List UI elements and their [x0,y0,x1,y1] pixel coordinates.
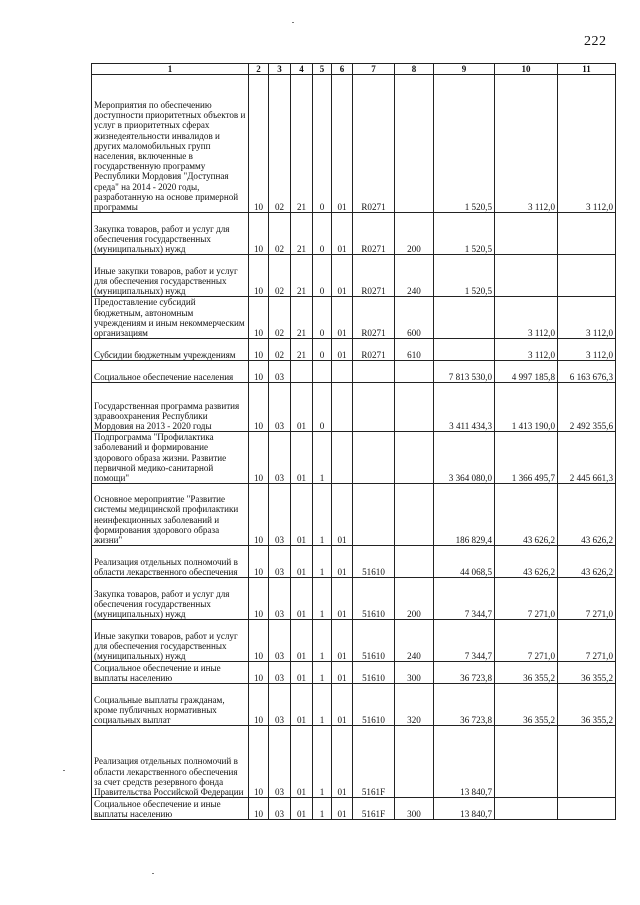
subsection-code-cell: 02 [269,213,291,255]
row-name-cell: Социальное обеспечение и иные выплаты населению [92,798,249,820]
expense-type-code-cell [395,546,434,578]
activity-code-cell: 01 [332,213,353,255]
expense-type-code-cell: 600 [395,297,434,339]
subsection-code-cell: 03 [269,578,291,620]
activity-code-cell [332,361,353,383]
section-code-cell: 10 [249,620,269,662]
target-item-code-cell: R0271 [353,75,395,213]
amount-col-9-cell: 1 520,5 [434,75,495,213]
amount-col-10-cell [495,798,558,820]
subsection-code-cell: 02 [269,339,291,361]
column-header: 6 [332,64,353,75]
target-item-code-cell: R0271 [353,339,395,361]
subprogram-code-cell: 1 [313,620,332,662]
amount-col-9-cell: 44 068,5 [434,546,495,578]
row-name-cell: Субсидии бюджетным учреждениям [92,339,249,361]
amount-col-9-cell: 3 411 434,3 [434,383,495,432]
target-item-code-cell: 51610 [353,546,395,578]
activity-code-cell: 01 [332,339,353,361]
amount-col-9-cell [434,339,495,361]
amount-col-11-cell: 7 271,0 [558,578,616,620]
amount-col-11-cell: 36 355,2 [558,684,616,726]
column-header: 10 [495,64,558,75]
amount-col-11-cell: 43 626,2 [558,546,616,578]
column-number-row [92,64,616,75]
expense-type-code-cell: 240 [395,255,434,297]
amount-col-10-cell: 36 355,2 [495,662,558,684]
activity-code-cell: 01 [332,620,353,662]
subprogram-code-cell: 1 [313,546,332,578]
subprogram-code-cell: 0 [313,383,332,432]
row-name-cell: Подпрограмма "Профилактика заболеваний и формирование здорового образа жизни. Развитие первичной медико-санитарной помощи" [92,432,249,484]
target-item-code-cell [353,383,395,432]
activity-code-cell: 01 [332,546,353,578]
activity-code-cell: 01 [332,75,353,213]
subprogram-code-cell: 1 [313,662,332,684]
amount-col-10-cell [495,726,558,798]
amount-col-11-cell [558,726,616,798]
expense-type-code-cell: 200 [395,213,434,255]
amount-col-9-cell [434,297,495,339]
column-header: 3 [269,64,291,75]
target-item-code-cell: R0271 [353,297,395,339]
target-item-code-cell [353,484,395,546]
column-header: 11 [558,64,616,75]
activity-code-cell: 01 [332,297,353,339]
program-code-cell: 01 [291,798,313,820]
program-code-cell: 01 [291,662,313,684]
table-row [92,662,616,684]
amount-col-10-cell: 36 355,2 [495,684,558,726]
table-row [92,484,616,546]
program-code-cell: 01 [291,620,313,662]
table-row [92,213,616,255]
target-item-code-cell: R0271 [353,255,395,297]
program-code-cell: 21 [291,213,313,255]
subsection-code-cell: 02 [269,255,291,297]
amount-col-9-cell: 36 723,8 [434,684,495,726]
expense-type-code-cell [395,484,434,546]
activity-code-cell [332,383,353,432]
table-row [92,361,616,383]
table-row [92,620,616,662]
row-name-cell: Предоставление субсидий бюджетным, автономным учреждениям и иным некоммерческим организациям [92,297,249,339]
program-code-cell: 01 [291,484,313,546]
target-item-code-cell: 51610 [353,662,395,684]
section-code-cell: 10 [249,684,269,726]
column-header: 2 [249,64,269,75]
amount-col-11-cell: 2 492 355,6 [558,383,616,432]
subprogram-code-cell: 1 [313,432,332,484]
program-code-cell: 01 [291,726,313,798]
subsection-code-cell: 03 [269,726,291,798]
activity-code-cell: 01 [332,798,353,820]
amount-col-11-cell [558,213,616,255]
row-name-cell: Мероприятия по обеспечению доступности приоритетных объектов и услуг в приоритетных сферах жизнедеятельности инвалидов и других маломобильных групп населения, включенные в государственную программу Республики Мордовия "Доступная среда" на 2014 - 2020 годы, разработанную на основе примерной программы [92,75,249,213]
scan-speck [152,873,154,874]
subsection-code-cell: 03 [269,798,291,820]
program-code-cell: 01 [291,432,313,484]
budget-table [91,63,616,820]
amount-col-9-cell: 3 364 080,0 [434,432,495,484]
target-item-code-cell: R0271 [353,213,395,255]
amount-col-9-cell: 13 840,7 [434,726,495,798]
amount-col-11-cell: 3 112,0 [558,297,616,339]
section-code-cell: 10 [249,432,269,484]
row-name-cell: Государственная программа развития здравоохранения Республики Мордовия на 2013 - 2020 годы [92,383,249,432]
amount-col-10-cell [495,255,558,297]
expense-type-code-cell: 300 [395,798,434,820]
amount-col-11-cell: 36 355,2 [558,662,616,684]
expense-type-code-cell: 240 [395,620,434,662]
table-row [92,798,616,820]
section-code-cell: 10 [249,75,269,213]
row-name-cell: Закупка товаров, работ и услуг для обеспечения государственных (муниципальных) нужд [92,578,249,620]
table-row [92,383,616,432]
subprogram-code-cell: 1 [313,578,332,620]
amount-col-10-cell: 4 997 185,8 [495,361,558,383]
expense-type-code-cell [395,432,434,484]
amount-col-10-cell: 43 626,2 [495,546,558,578]
row-name-cell: Иные закупки товаров, работ и услуг для обеспечения государственных (муниципальных) нужд [92,255,249,297]
activity-code-cell: 01 [332,484,353,546]
row-name-cell: Основное мероприятие "Развитие системы медицинской профилактики неинфекционных заболеваний и формирования здорового образа жизни" [92,484,249,546]
amount-col-11-cell [558,255,616,297]
activity-code-cell: 01 [332,578,353,620]
subprogram-code-cell: 0 [313,339,332,361]
expense-type-code-cell: 320 [395,684,434,726]
subprogram-code-cell: 0 [313,75,332,213]
subprogram-code-cell: 1 [313,684,332,726]
program-code-cell: 01 [291,684,313,726]
subsection-code-cell: 02 [269,75,291,213]
table-row [92,255,616,297]
table-row [92,75,616,213]
activity-code-cell [332,432,353,484]
activity-code-cell: 01 [332,684,353,726]
expense-type-code-cell [395,75,434,213]
program-code-cell: 21 [291,339,313,361]
amount-col-9-cell: 13 840,7 [434,798,495,820]
expense-type-code-cell [395,383,434,432]
activity-code-cell: 01 [332,255,353,297]
row-name-cell: Закупка товаров, работ и услуг для обеспечения государственных (муниципальных) нужд [92,213,249,255]
section-code-cell: 10 [249,255,269,297]
subprogram-code-cell [313,361,332,383]
section-code-cell: 10 [249,662,269,684]
subprogram-code-cell: 0 [313,297,332,339]
program-code-cell: 01 [291,578,313,620]
amount-col-9-cell: 186 829,4 [434,484,495,546]
amount-col-10-cell [495,213,558,255]
expense-type-code-cell: 610 [395,339,434,361]
amount-col-11-cell: 6 163 676,3 [558,361,616,383]
amount-col-9-cell: 7 813 530,0 [434,361,495,383]
section-code-cell: 10 [249,383,269,432]
subsection-code-cell: 03 [269,432,291,484]
amount-col-9-cell: 36 723,8 [434,662,495,684]
table-row [92,339,616,361]
amount-col-10-cell: 1 366 495,7 [495,432,558,484]
column-header: 4 [291,64,313,75]
subsection-code-cell: 03 [269,620,291,662]
amount-col-10-cell: 43 626,2 [495,484,558,546]
target-item-code-cell: 51610 [353,620,395,662]
amount-col-9-cell: 1 520,5 [434,255,495,297]
subsection-code-cell: 03 [269,484,291,546]
amount-col-10-cell: 7 271,0 [495,578,558,620]
scan-speck [63,770,65,771]
section-code-cell: 10 [249,213,269,255]
row-name-cell: Социальное обеспечение населения [92,361,249,383]
amount-col-9-cell: 7 344,7 [434,620,495,662]
amount-col-11-cell: 43 626,2 [558,484,616,546]
column-header: 7 [353,64,395,75]
amount-col-11-cell: 3 112,0 [558,75,616,213]
expense-type-code-cell [395,726,434,798]
subprogram-code-cell: 0 [313,213,332,255]
subprogram-code-cell: 1 [313,726,332,798]
amount-col-9-cell: 7 344,7 [434,578,495,620]
subprogram-code-cell: 1 [313,484,332,546]
page-number: 222 [584,34,607,49]
section-code-cell: 10 [249,578,269,620]
amount-col-10-cell: 3 112,0 [495,297,558,339]
subsection-code-cell: 03 [269,662,291,684]
amount-col-10-cell: 3 112,0 [495,339,558,361]
amount-col-11-cell: 7 271,0 [558,620,616,662]
activity-code-cell: 01 [332,726,353,798]
scan-speck [292,22,294,23]
row-name-cell: Социальное обеспечение и иные выплаты населению [92,662,249,684]
table-row [92,546,616,578]
program-code-cell: 21 [291,75,313,213]
activity-code-cell: 01 [332,662,353,684]
table-row [92,684,616,726]
table-row [92,578,616,620]
amount-col-10-cell: 7 271,0 [495,620,558,662]
expense-type-code-cell: 300 [395,662,434,684]
section-code-cell: 10 [249,484,269,546]
subsection-code-cell: 03 [269,546,291,578]
subsection-code-cell: 02 [269,297,291,339]
section-code-cell: 10 [249,726,269,798]
column-header: 1 [92,64,249,75]
row-name-cell: Социальные выплаты гражданам, кроме публичных нормативных социальных выплат [92,684,249,726]
program-code-cell: 21 [291,297,313,339]
subsection-code-cell: 03 [269,383,291,432]
section-code-cell: 10 [249,297,269,339]
target-item-code-cell: 51610 [353,684,395,726]
subsection-code-cell: 03 [269,684,291,726]
row-name-cell: Реализация отдельных полномочий в области лекарственного обеспечения за счет средств резервного фонда Правительства Российской Федерации [92,726,249,798]
expense-type-code-cell [395,361,434,383]
program-code-cell: 01 [291,383,313,432]
target-item-code-cell: 5161F [353,726,395,798]
row-name-cell: Реализация отдельных полномочий в области лекарственного обеспечения [92,546,249,578]
section-code-cell: 10 [249,361,269,383]
amount-col-11-cell: 3 112,0 [558,339,616,361]
target-item-code-cell [353,432,395,484]
subsection-code-cell: 03 [269,361,291,383]
amount-col-11-cell [558,798,616,820]
target-item-code-cell: 5161F [353,798,395,820]
subprogram-code-cell: 1 [313,798,332,820]
expense-type-code-cell: 200 [395,578,434,620]
row-name-cell: Иные закупки товаров, работ и услуг для обеспечения государственных (муниципальных) нужд [92,620,249,662]
program-code-cell [291,361,313,383]
amount-col-10-cell: 1 413 190,0 [495,383,558,432]
table-row [92,297,616,339]
amount-col-11-cell: 2 445 661,3 [558,432,616,484]
program-code-cell: 21 [291,255,313,297]
column-header: 5 [313,64,332,75]
column-header: 8 [395,64,434,75]
target-item-code-cell [353,361,395,383]
table-row [92,432,616,484]
amount-col-10-cell: 3 112,0 [495,75,558,213]
amount-col-9-cell: 1 520,5 [434,213,495,255]
section-code-cell: 10 [249,339,269,361]
section-code-cell: 10 [249,798,269,820]
program-code-cell: 01 [291,546,313,578]
table-row [92,726,616,798]
section-code-cell: 10 [249,546,269,578]
target-item-code-cell: 51610 [353,578,395,620]
column-header: 9 [434,64,495,75]
subprogram-code-cell: 0 [313,255,332,297]
